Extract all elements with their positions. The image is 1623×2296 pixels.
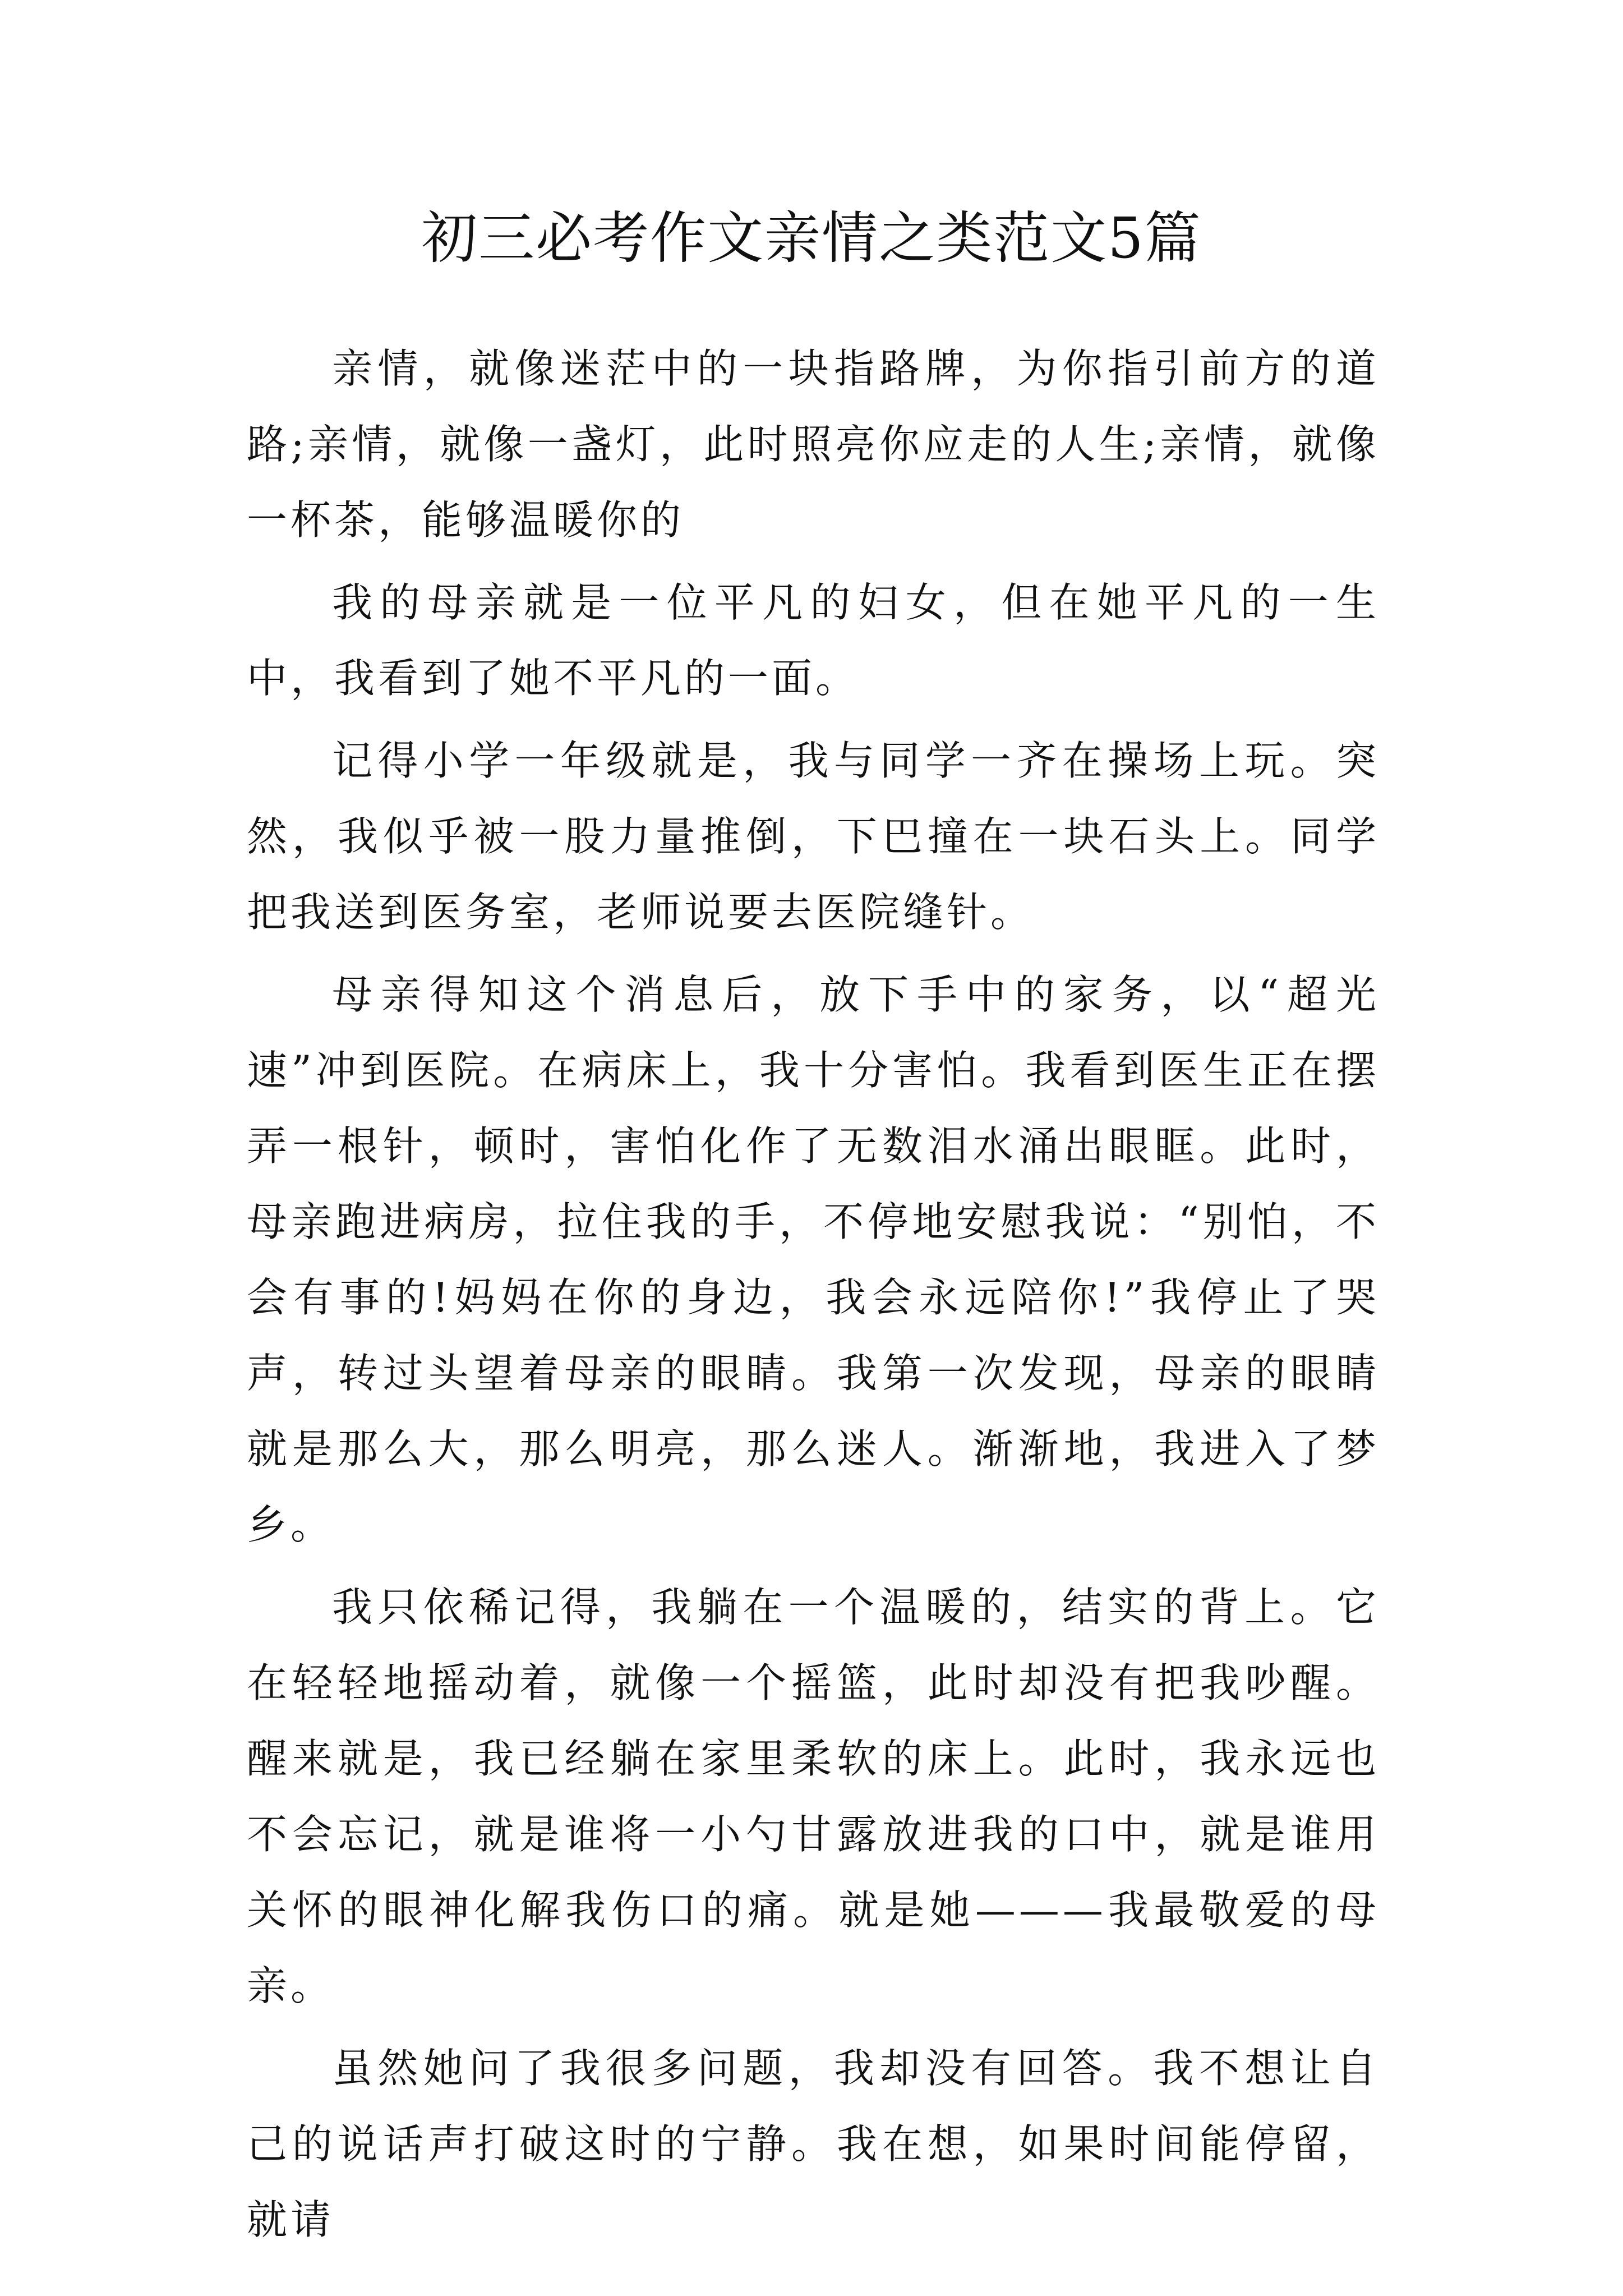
paragraph: 亲情，就像迷茫中的一块指路牌，为你指引前方的道路;亲情，就像一盏灯，此时照亮你应走的人生;亲情，就像一杯茶，能够温暖你的 [247,345,1380,544]
document-body [247,331,1380,2265]
paragraph: 我的母亲就是一位平凡的妇女，但在她平凡的一生中，我看到了她不平凡的一面。 [247,579,1380,702]
paragraph: 记得小学一年级就是，我与同学一齐在操场上玩。突然，我似乎被一股力量推倒，下巴撞在一块石头上。同学把我送到医务室，老师说要去医院缝针。 [247,737,1380,936]
paragraph: 我只依稀记得，我躺在一个温暖的，结实的背上。它在轻轻地摇动着，就像一个摇篮，此时却没有把我吵醒。醒来就是，我已经躺在家里柔软的床上。此时，我永远也不会忘记，就是谁将一小勺甘露放进我的口中，就是谁用关怀的眼神化解我伤口的痛。就是她———我最敬爱的母亲。 [247,1584,1380,2009]
document-title: 初三必考作文亲情之类范文5篇 [421,205,1202,271]
paragraph: 虽然她问了我很多问题，我却没有回答。我不想让自己的说话声打破这时的宁静。我在想，如果时间能停留，就请 [247,2045,1380,2243]
paragraph: 母亲得知这个消息后，放下手中的家务，以“超光速”冲到医院。在病床上，我十分害怕。我看到医生正在摆弄一根针，顿时，害怕化作了无数泪水涌出眼眶。此时，母亲跑进病房，拉住我的手，不停地安慰我说：“别怕，不会有事的!妈妈在你的身边，我会永远陪你!”我停止了哭声，转过头望着母亲的眼睛。我第一次发现，母亲的眼睛就是那么大，那么明亮，那么迷人。渐渐地，我进入了梦乡。 [247,971,1380,1548]
